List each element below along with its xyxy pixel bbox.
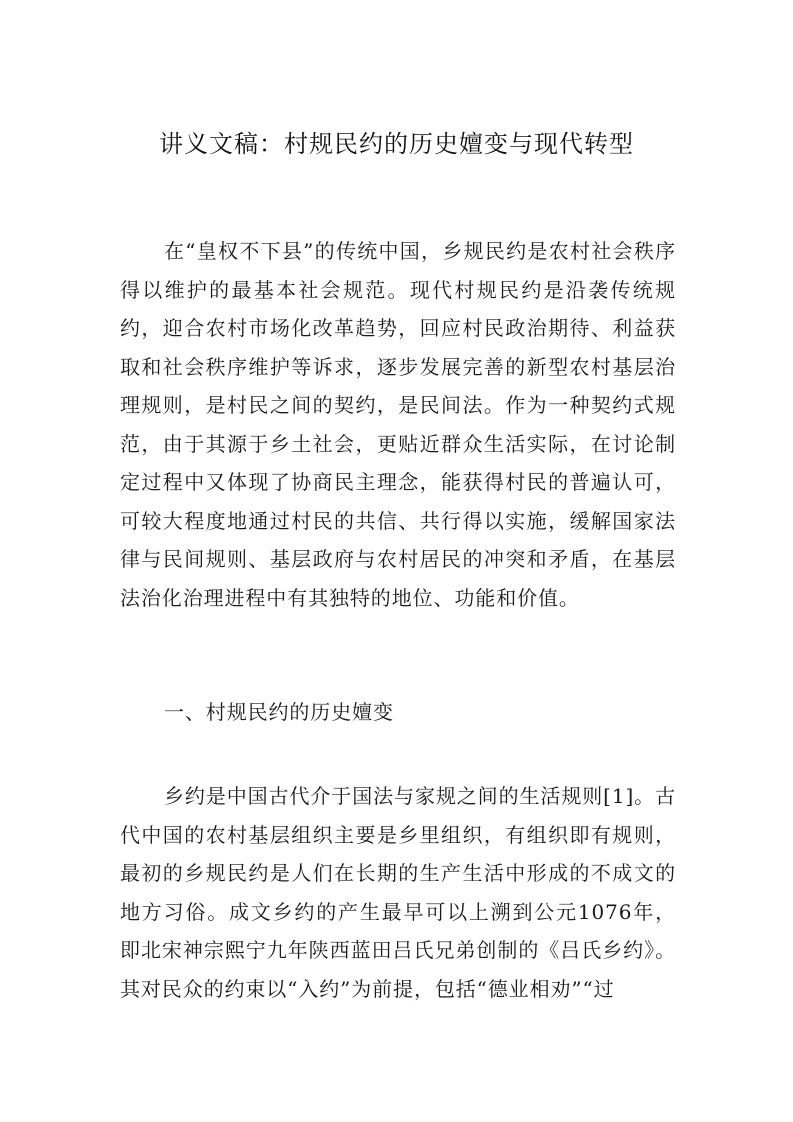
document-title: 讲义文稿：村规民约的历史嬗变与现代转型 <box>159 130 634 158</box>
intro-paragraph: 在“皇权不下县”的传统中国，乡规民约是农村社会秩序得以维护的最基本社会规范。现代村规民约是沿袭传统规约，迎合农村市场化改革趋势，回应村民政治期待、利益获取和社会秩序维护等诉求，逐步发展完善的新型农村基层治理规则，是村民之间的契约，是民间法。作为一种契约式规范，由于其源于乡土社会，更贴近群众生活实际，在讨论制定过程中又体现了协商民主理念，能获得村民的普遍认可，可较大程度地通过村民的共信、共行得以实施，缓解国家法律与民间规则、基层政府与农村居民的冲突和矛盾，在基层法治化治理进程中有其独特的地位、功能和价值。 <box>120 239 676 610</box>
section-paragraph: 乡约是中国古代介于国法与家规之间的生活规则[1]。古代中国的农村基层组织主要是乡里组织，有组织即有规则，最初的乡规民约是人们在长期的生产生活中形成的不成文的地方习俗。成文乡约的产生最早可以上溯到公元1076年，即北宋神宗熙宁九年陕西蓝田吕氏兄弟创制的《吕氏乡约》。其对民众的约束以“入约”为前提，包括“德业相劝”“过 <box>120 784 676 1001</box>
section-heading: 一、村规民约的历史嬗变 <box>164 700 394 724</box>
